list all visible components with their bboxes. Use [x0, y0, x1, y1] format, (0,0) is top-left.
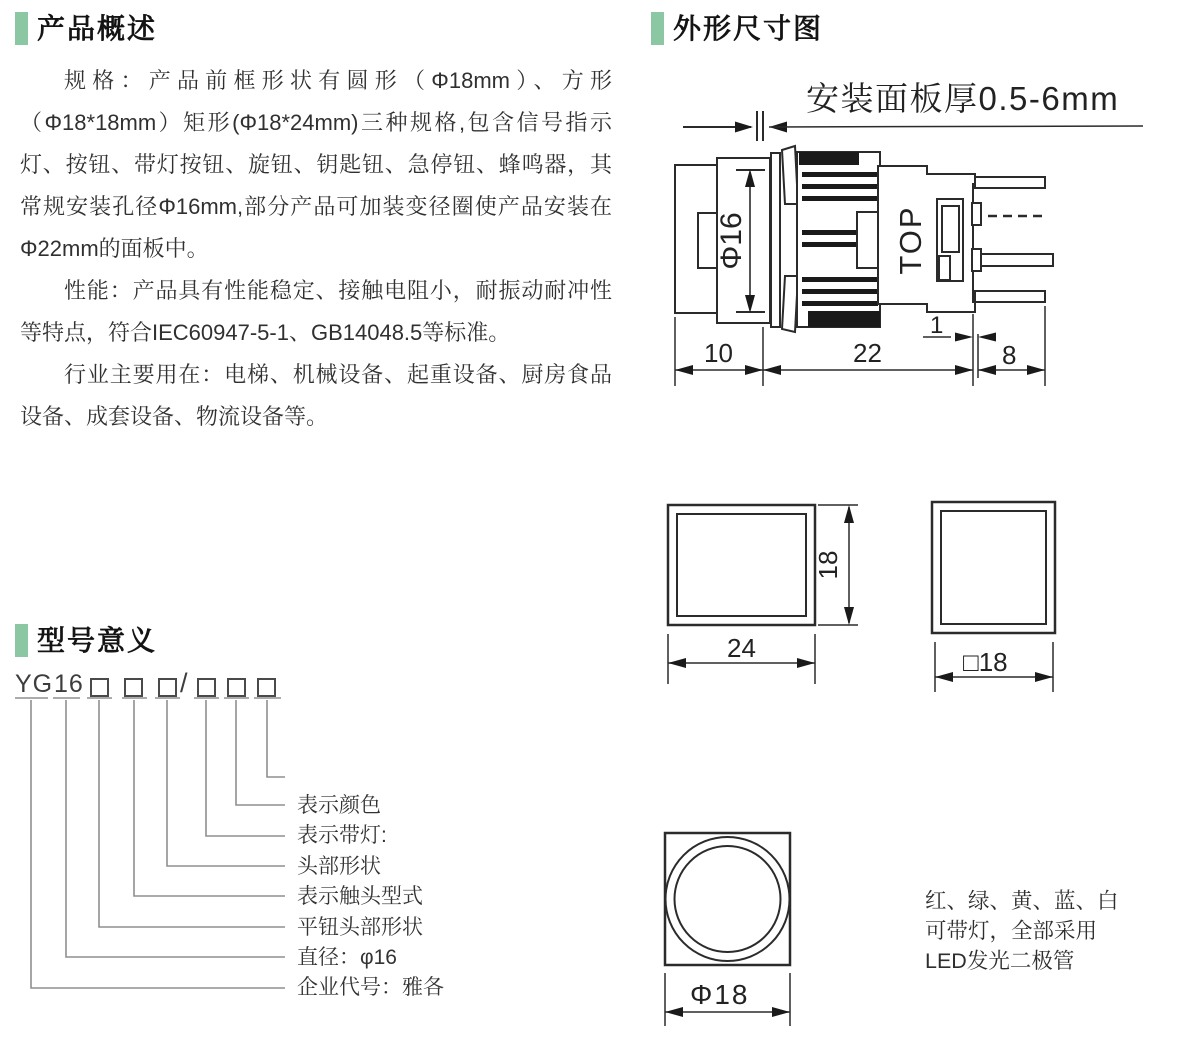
side-view-dim-22: 22 [853, 338, 882, 368]
model-label-contact: 表示触头型式 [297, 885, 423, 909]
model-meaning-leader-lines [15, 698, 285, 988]
round-front-view-drawing [665, 833, 790, 1026]
side-view-dim-1: 1 [930, 312, 944, 339]
panel-thickness-dimension [683, 80, 1143, 141]
overview-paragraph-spec: 规格：产品前框形状有圆形（Φ18mm）、方形（Φ18*18mm）矩形(Φ18*24mm)三种规格,包含信号指示灯、按钮、带灯按钮、旋钮、钥匙钮、急停钮、蜂鸣器，其常规安装孔径Φ16mm,部分产品可加装变径圈使产品安装在Φ22mm的面板中。 [20, 68, 612, 261]
square-front-view-drawing [932, 502, 1055, 692]
side-view-dim-10: 10 [704, 338, 733, 368]
side-view-dim-8: 8 [1002, 340, 1017, 370]
overview-title: 产品概述 [37, 13, 158, 44]
rect-view-width-label: 24 [727, 633, 756, 663]
round-view-width-label: Φ18 [690, 979, 750, 1010]
side-view-drawing [675, 146, 1053, 386]
color-note-line1: 红、绿、黄、蓝、白 [925, 889, 1119, 913]
model-code-separator: / [180, 668, 189, 698]
panel-thickness-label: 安装面板厚0.5-6mm [806, 80, 1120, 117]
model-code-size: 16 [54, 670, 84, 698]
color-note-line3: LED发光二极管 [925, 949, 1075, 973]
model-code-prefix: YG [15, 670, 54, 698]
side-view-top-label: TOP [893, 205, 929, 275]
model-label-flat-head: 平钮头部形状 [297, 915, 423, 939]
overview-paragraph-perf: 性能：产品具有性能稳定、接触电阻小，耐振动耐冲性等特点，符合IEC60947-5-1、GB14048.5等标准。 [20, 278, 612, 345]
model-label-color: 表示颜色 [297, 794, 381, 817]
model-label-diameter: 直径：φ16 [297, 946, 397, 970]
color-note-line2: 可带灯，全部采用 [925, 919, 1098, 943]
overview-paragraph-industry: 行业主要用在：电梯、机械设备、起重设备、厨房食品设备、成套设备、物流设备等。 [20, 362, 612, 429]
rect-view-height-label: 18 [812, 550, 843, 580]
rect-front-view-drawing [668, 505, 858, 684]
side-view-diameter-label: Φ16 [714, 212, 748, 270]
model-label-head-shape: 头部形状 [297, 854, 381, 878]
dimensions-title: 外形尺寸图 [673, 13, 824, 44]
model-title: 型号意义 [37, 625, 158, 656]
model-label-company: 企业代号：雅各 [297, 976, 444, 1000]
square-view-width-label: □18 [963, 647, 1008, 677]
model-label-lamp: 表示带灯: [297, 824, 387, 848]
